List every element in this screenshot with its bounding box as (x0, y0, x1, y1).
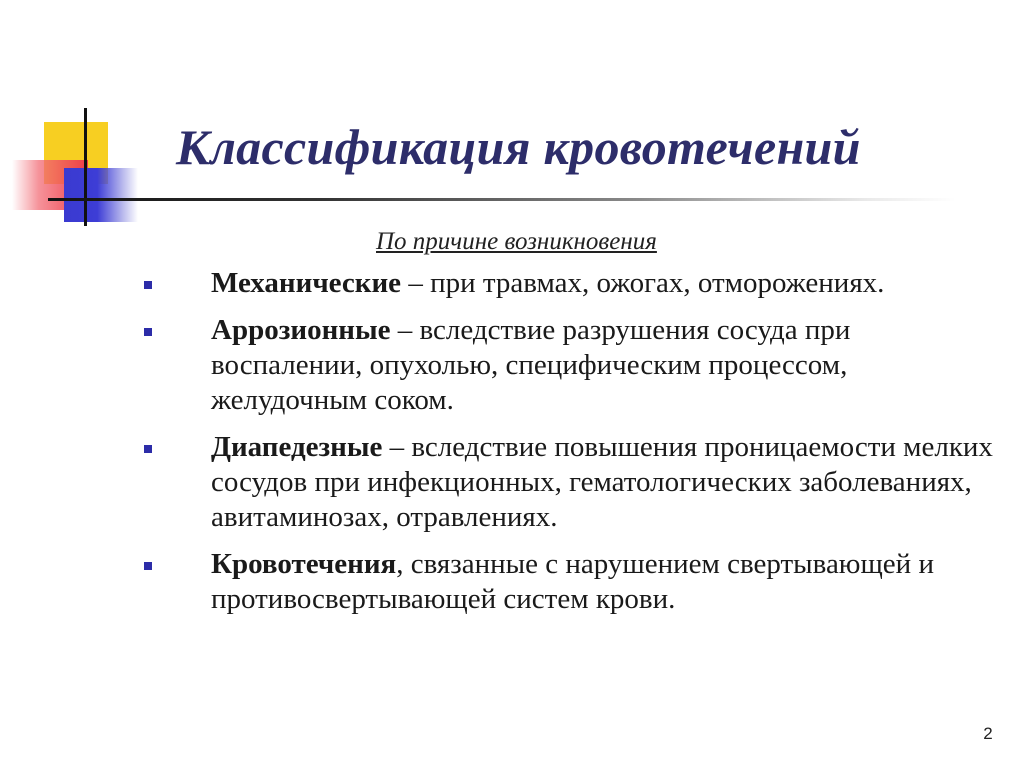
bullet-term: Диапедезные (211, 431, 383, 463)
bullet-text: , связанные с нарушением свертывающей и противосвертывающей систем крови. (211, 548, 934, 615)
title-underline-rule (48, 198, 956, 201)
slide-title: Классификация кровотечений (176, 119, 861, 175)
square-bullet-icon (144, 445, 152, 453)
bullet-list (140, 266, 1000, 629)
bullet-term: Аррозионные (211, 314, 391, 346)
bullet-text: – при травмах, ожогах, отморожениях. (401, 267, 885, 299)
bullet-text: – вследствие повышения проницаемости мелких сосудов при инфекционных, гематологических заболеваниях, авитаминозах, отравлениях. (211, 431, 993, 533)
page-number: 2 (983, 724, 993, 743)
bullet-item-arrosive (140, 313, 1000, 418)
bullet-term: Механические (211, 267, 402, 299)
decorative-vertical-line (84, 108, 87, 226)
square-bullet-icon (144, 281, 152, 289)
bullet-item-coagulation (140, 547, 1000, 617)
slide-subtitle: По причине возникновения (376, 228, 657, 255)
decorative-blue-gradient (64, 168, 138, 222)
square-bullet-icon (144, 562, 152, 570)
square-bullet-icon (144, 328, 152, 336)
bullet-item-mechanical (140, 266, 1000, 301)
bullet-term: Кровотечения (211, 548, 397, 580)
bullet-item-diapedetic (140, 430, 1000, 535)
bullet-text: – вследствие разрушения сосуда при воспалении, опухолью, специфическим процессом, желудочным соком. (211, 314, 851, 416)
